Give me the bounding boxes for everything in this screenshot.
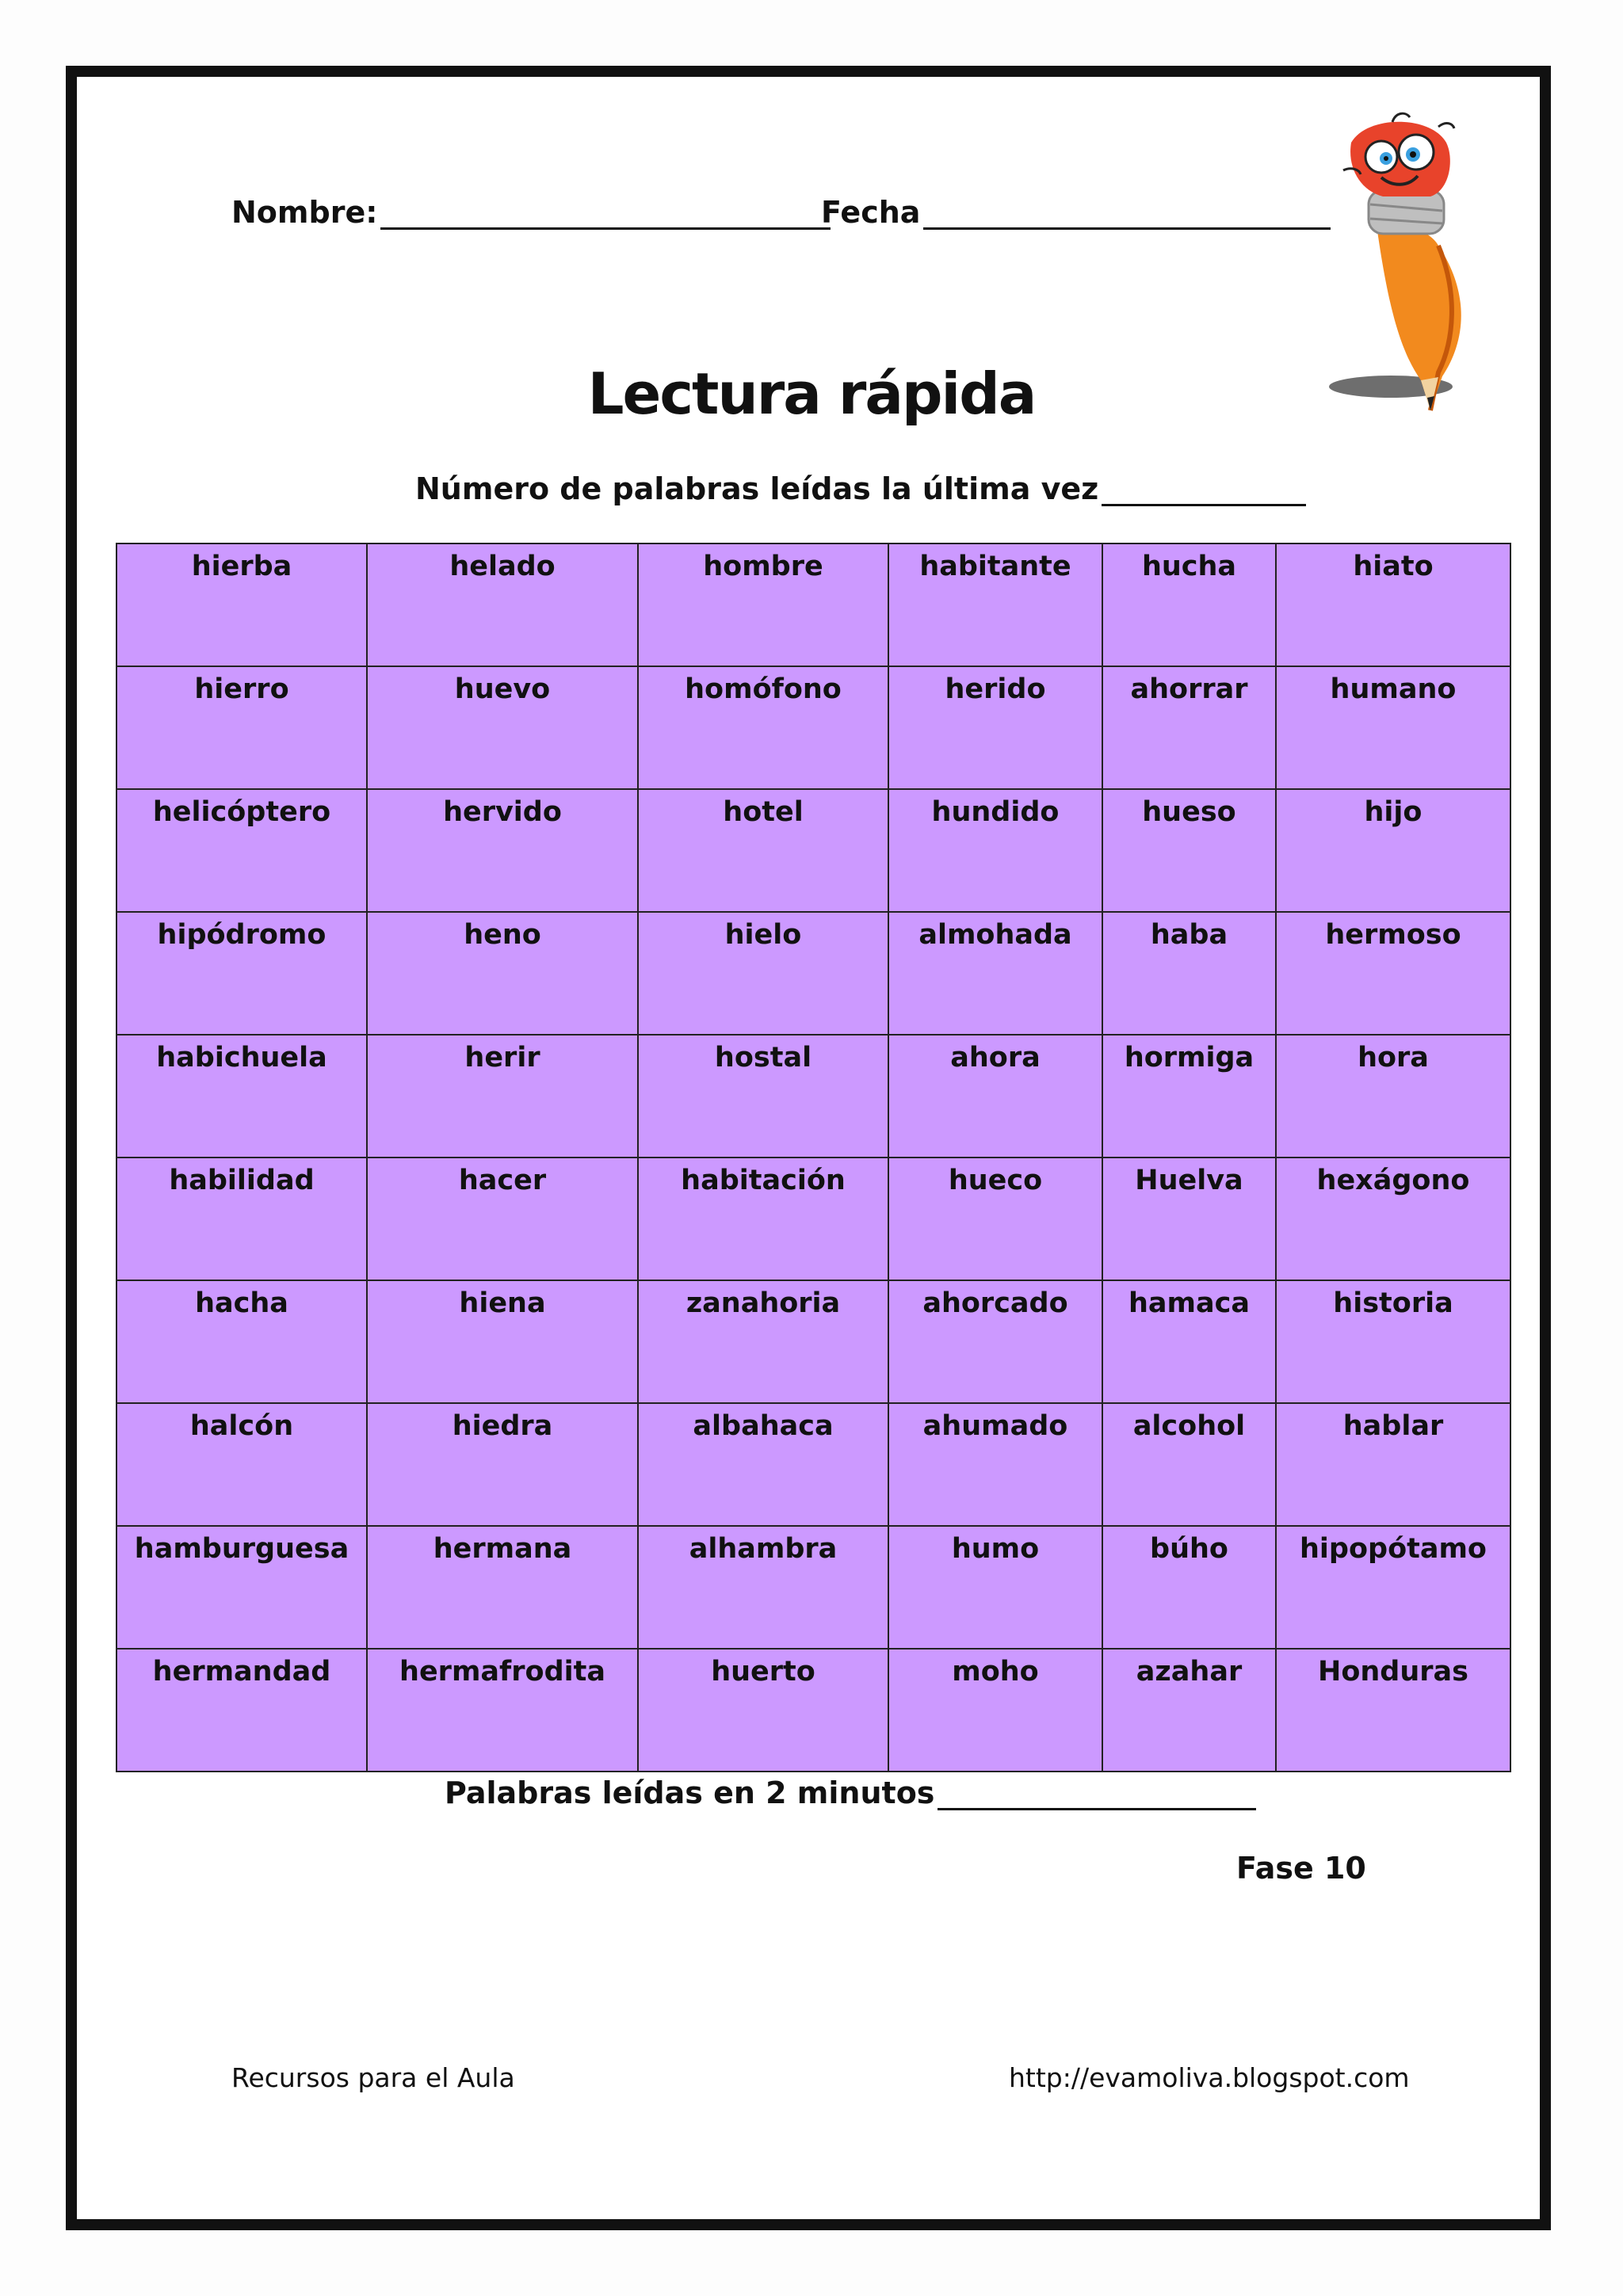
word-cell: halcón bbox=[116, 1403, 367, 1526]
word-cell: ahora bbox=[888, 1035, 1102, 1158]
date-label: Fecha bbox=[821, 195, 921, 230]
word-cell: helicóptero bbox=[116, 789, 367, 912]
word-cell: habichuela bbox=[116, 1035, 367, 1158]
word-row bbox=[116, 1649, 1510, 1772]
word-row bbox=[116, 666, 1510, 789]
word-cell: hablar bbox=[1276, 1403, 1510, 1526]
word-cell: historia bbox=[1276, 1280, 1510, 1403]
word-cell: hora bbox=[1276, 1035, 1510, 1158]
name-field bbox=[231, 195, 831, 230]
word-cell: almohada bbox=[888, 912, 1102, 1035]
word-row bbox=[116, 912, 1510, 1035]
word-cell: habilidad bbox=[116, 1158, 367, 1280]
word-row bbox=[116, 1035, 1510, 1158]
word-cell: habitante bbox=[888, 543, 1102, 666]
word-cell: herido bbox=[888, 666, 1102, 789]
word-cell: ahorrar bbox=[1102, 666, 1276, 789]
word-cell: homófono bbox=[638, 666, 888, 789]
word-cell: humo bbox=[888, 1526, 1102, 1649]
word-row bbox=[116, 1158, 1510, 1280]
word-row bbox=[116, 1526, 1510, 1649]
word-row bbox=[116, 789, 1510, 912]
word-cell: alhambra bbox=[638, 1526, 888, 1649]
word-cell: hipopótamo bbox=[1276, 1526, 1510, 1649]
previous-count-field bbox=[415, 471, 1306, 506]
footer-url-link[interactable]: http://evamoliva.blogspot.com bbox=[1009, 2062, 1410, 2093]
word-cell: hermandad bbox=[116, 1649, 367, 1772]
word-cell: hexágono bbox=[1276, 1158, 1510, 1280]
name-blank-line[interactable] bbox=[380, 200, 831, 230]
word-cell: haba bbox=[1102, 912, 1276, 1035]
word-cell: huevo bbox=[367, 666, 638, 789]
word-cell: hostal bbox=[638, 1035, 888, 1158]
worksheet-title: Lectura rápida bbox=[587, 360, 1036, 427]
name-label: Nombre: bbox=[231, 195, 378, 230]
word-cell: herir bbox=[367, 1035, 638, 1158]
read-count-field bbox=[445, 1775, 1256, 1810]
word-cell: ahorcado bbox=[888, 1280, 1102, 1403]
word-cell: hombre bbox=[638, 543, 888, 666]
footer-left-text: Recursos para el Aula bbox=[231, 2062, 515, 2093]
word-cell: heno bbox=[367, 912, 638, 1035]
date-field bbox=[821, 195, 1331, 230]
word-cell: hucha bbox=[1102, 543, 1276, 666]
word-cell: hundido bbox=[888, 789, 1102, 912]
word-cell: hormiga bbox=[1102, 1035, 1276, 1158]
word-cell: hipódromo bbox=[116, 912, 367, 1035]
word-cell: hotel bbox=[638, 789, 888, 912]
word-cell: moho bbox=[888, 1649, 1102, 1772]
word-grid bbox=[116, 543, 1511, 1772]
word-cell: hiena bbox=[367, 1280, 638, 1403]
word-cell: búho bbox=[1102, 1526, 1276, 1649]
word-cell: habitación bbox=[638, 1158, 888, 1280]
previous-count-label: Número de palabras leídas la última vez bbox=[415, 471, 1099, 506]
word-cell: humano bbox=[1276, 666, 1510, 789]
word-cell: Honduras bbox=[1276, 1649, 1510, 1772]
word-cell: hervido bbox=[367, 789, 638, 912]
word-cell: hierba bbox=[116, 543, 367, 666]
word-cell: hacer bbox=[367, 1158, 638, 1280]
read-count-blank-line[interactable] bbox=[938, 1781, 1256, 1810]
word-cell: hiato bbox=[1276, 543, 1510, 666]
word-cell: hueco bbox=[888, 1158, 1102, 1280]
word-cell: helado bbox=[367, 543, 638, 666]
word-cell: azahar bbox=[1102, 1649, 1276, 1772]
word-row bbox=[116, 1280, 1510, 1403]
word-cell: albahaca bbox=[638, 1403, 888, 1526]
word-cell: Huelva bbox=[1102, 1158, 1276, 1280]
word-cell: hamaca bbox=[1102, 1280, 1276, 1403]
date-blank-line[interactable] bbox=[923, 200, 1331, 230]
word-row bbox=[116, 1403, 1510, 1526]
word-cell: hermafrodita bbox=[367, 1649, 638, 1772]
word-cell: hueso bbox=[1102, 789, 1276, 912]
word-cell: hermoso bbox=[1276, 912, 1510, 1035]
previous-count-blank-line[interactable] bbox=[1102, 477, 1306, 506]
word-cell: hermana bbox=[367, 1526, 638, 1649]
word-cell: hamburguesa bbox=[116, 1526, 367, 1649]
word-cell: hielo bbox=[638, 912, 888, 1035]
word-cell: hiedra bbox=[367, 1403, 638, 1526]
word-cell: hierro bbox=[116, 666, 367, 789]
read-count-label: Palabras leídas en 2 minutos bbox=[445, 1775, 935, 1810]
phase-label: Fase 10 bbox=[1236, 1851, 1366, 1886]
word-row bbox=[116, 543, 1510, 666]
word-cell: hacha bbox=[116, 1280, 367, 1403]
word-cell: ahumado bbox=[888, 1403, 1102, 1526]
word-cell: hijo bbox=[1276, 789, 1510, 912]
word-cell: huerto bbox=[638, 1649, 888, 1772]
word-cell: alcohol bbox=[1102, 1403, 1276, 1526]
word-cell: zanahoria bbox=[638, 1280, 888, 1403]
